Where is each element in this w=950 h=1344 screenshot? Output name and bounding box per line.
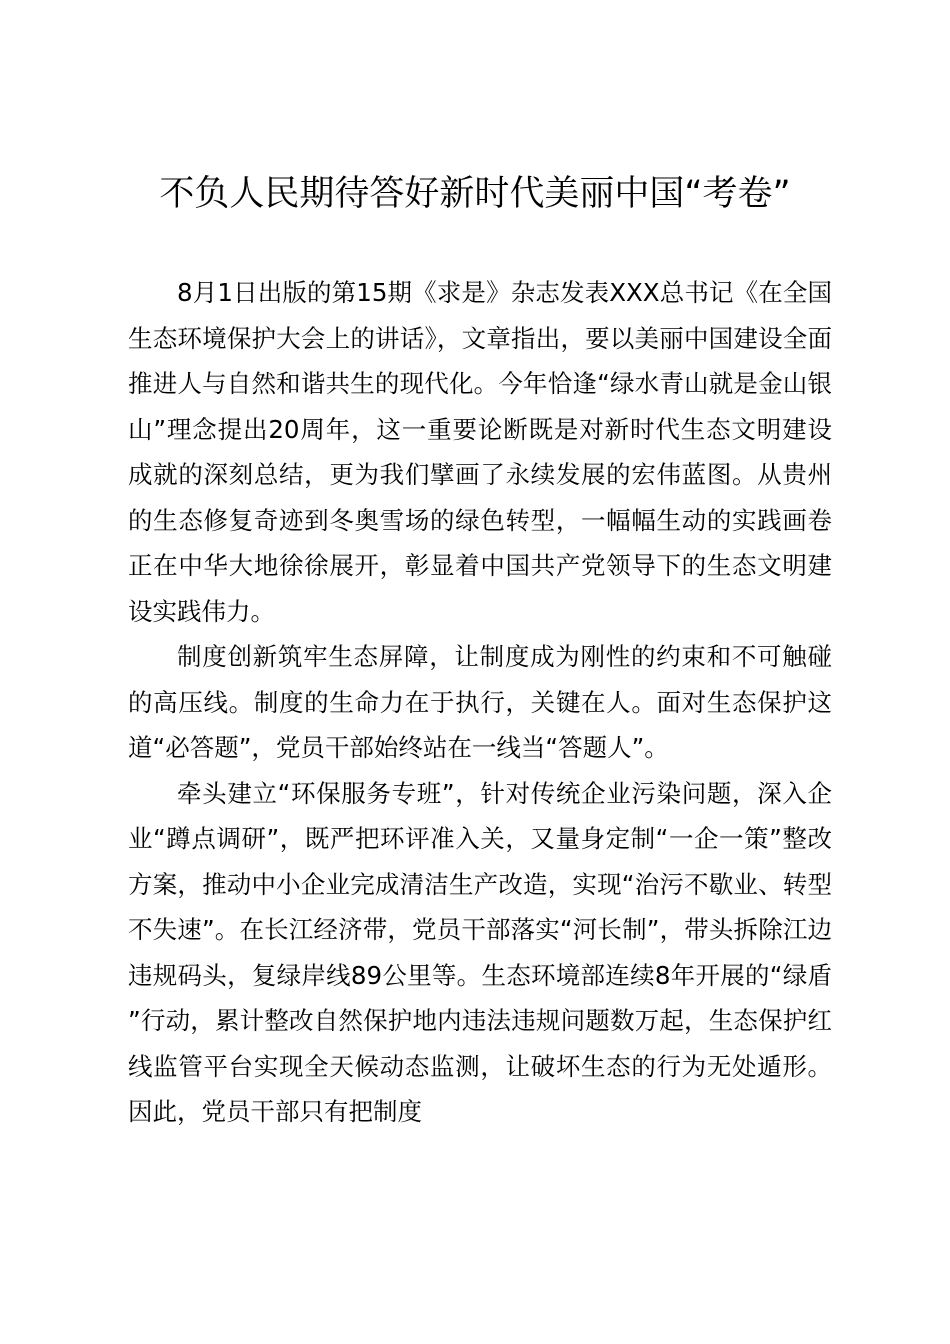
paragraph-3: 牵头建立“环保服务专班”，针对传统企业污染问题，深入企业“蹲点调研”，既严把环评准入关，又量身定制“一企一策”整改方案，推动中小企业完成清洁生产改造，实现“治污不歇业、转型不失速”。在长江经济带，党员干部落实“河长制”，带头拆除江边违规码头，复绿岸线89公里等。生态环境部连续8年开展的“绿盾”行动，累计整改自然保护地内违法违规问题数万起，生态保护红线监管平台实现全天候动态监测，让破坏生态的行为无处遁形。因此，党员干部只有把制度	[128, 778, 832, 1126]
document-body	[128, 270, 832, 1135]
paragraph-2: 制度创新筑牢生态屏障，让制度成为刚性的约束和不可触碰的高压线。制度的生命力在于执行，关键在人。面对生态保护这道“必答题”，党员干部始终站在一线当“答题人”。	[128, 642, 832, 762]
paragraph-1: 8月1日出版的第15期《求是》杂志发表XXX总书记《在全国生态环境保护大会上的讲话》，文章指出，要以美丽中国建设全面推进人与自然和谐共生的现代化。今年恰逢“绿水青山就是金山银山”理念提出20周年，这一重要论断既是对新时代生态文明建设成就的深刻总结，更为我们擘画了永续发展的宏伟蓝图。从贵州的生态修复奇迹到冬奥雪场的绿色转型，一幅幅生动的实践画卷正在中华大地徐徐展开，彰显着中国共产党领导下的生态文明建设实践伟力。	[128, 278, 832, 626]
document-title: 不负人民期待答好新时代美丽中国“考卷”	[159, 174, 791, 214]
